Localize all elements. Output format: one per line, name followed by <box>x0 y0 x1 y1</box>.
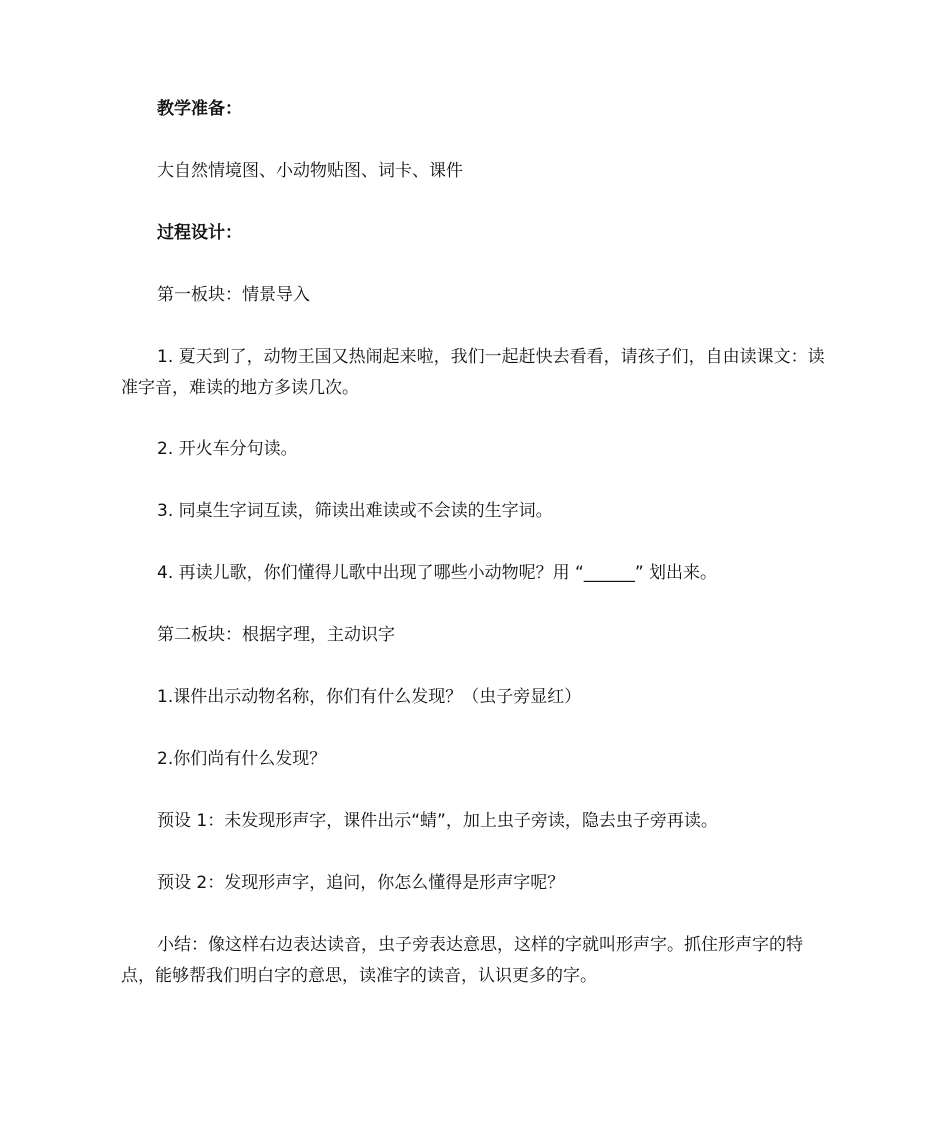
preset-2-paragraph: 预设 2：发现形声字，追问，你怎么懂得是形声字呢？ <box>157 873 565 893</box>
summary-paragraph: 小结：像这样右边表达读音，虫子旁表达意思，这样的字就叫形声字。抓住形声字的特点，能够帮我们明白字的意思，读准字的读音，认识更多的字。 <box>121 935 803 986</box>
step-4-paragraph: 4. 再读儿歌，你们懂得儿歌中出现了哪些小动物呢？用 “______” 划出来。 <box>157 563 718 583</box>
step-3-paragraph: 3. 同桌生字词互读，筛读出难读或不会读的生字词。 <box>157 501 553 521</box>
item-1-paragraph: 1.课件出示动物名称，你们有什么发现？（虫子旁显红） <box>157 687 582 707</box>
step-2-paragraph: 2. 开火车分句读。 <box>157 439 298 459</box>
heading-process-design: 过程设计： <box>157 223 242 243</box>
preset-1-paragraph: 预设 1：未发现形声字，课件出示“蜻”，加上虫子旁读，隐去虫子旁再读。 <box>157 811 718 831</box>
teaching-materials-text: 大自然情境图、小动物贴图、词卡、课件 <box>157 161 463 181</box>
section-two-title: 第二板块：根据字理，主动识字 <box>157 625 395 645</box>
step-1-paragraph: 1. 夏天到了，动物王国又热闹起来啦，我们一起赶快去看看，请孩子们，自由读课文：读准字音，难读的地方多读几次。 <box>121 347 825 398</box>
item-2-paragraph: 2.你们尚有什么发现？ <box>157 749 327 769</box>
section-one-title: 第一板块：情景导入 <box>157 285 310 305</box>
heading-teaching-preparation: 教学准备： <box>157 99 242 119</box>
